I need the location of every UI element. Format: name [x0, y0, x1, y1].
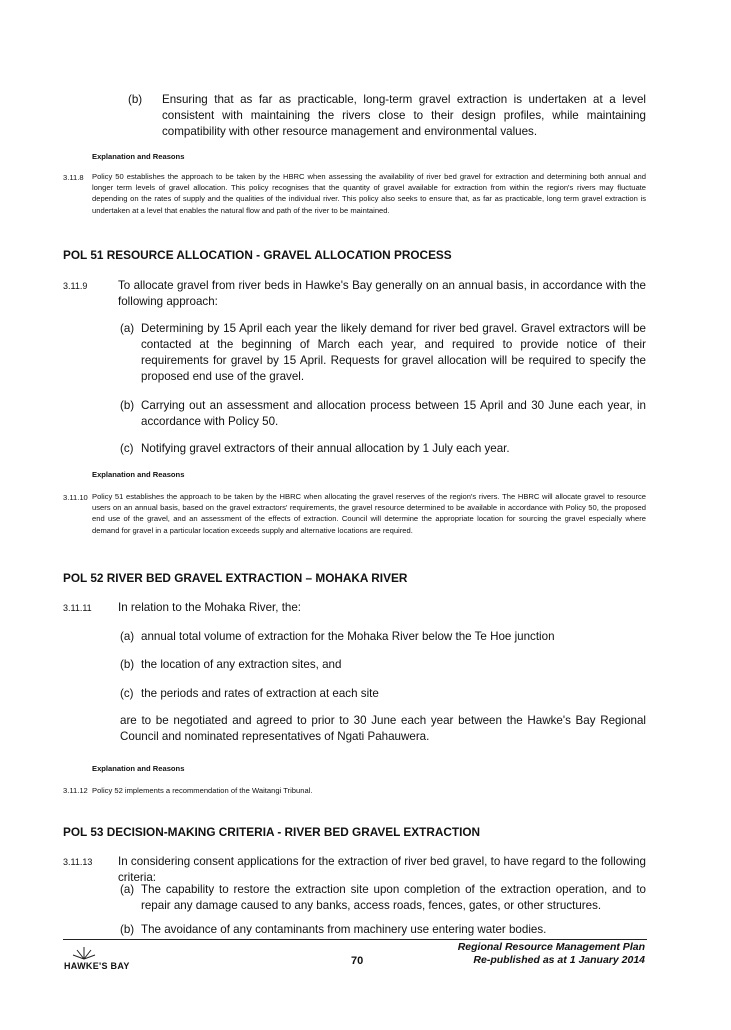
- list-item-text: the location of any extraction sites, and: [141, 658, 342, 671]
- explanation-heading: Explanation and Reasons: [92, 152, 185, 161]
- list-item-text: The capability to restore the extraction site upon completion of the extraction operation, and to repair any damage caused to any banks, access roads, fences, gates, or other structures.: [141, 883, 646, 912]
- list-item-label: (a): [120, 630, 135, 643]
- paragraph-number: 3.11.9: [63, 281, 88, 291]
- hawkes-bay-logo: [64, 943, 144, 977]
- explanation-heading: Explanation and Reasons: [92, 764, 185, 773]
- list-item-label: (c): [120, 442, 134, 455]
- explanation-text: Policy 51 establishes the approach to be taken by the HBRC when allocating the gravel reserves of the region's rivers. The HBRC will allocate gravel to resource users on an annual basis, based on the gravel extractors' requirements, the gravel resource determined to be available in accordance with Policy 50, the proposed end use of the gravel, and an assessment of the effects of extraction. Council will determine the appropriate location for sourcing the gravel especially where demand for gravel in a particular location exceeds supply and alternative locations are required.: [92, 492, 646, 535]
- list-item-label: (a): [120, 322, 135, 335]
- list-item-label: (b): [120, 923, 135, 936]
- explanation-text: Policy 52 implements a recommendation of the Waitangi Tribunal.: [92, 786, 313, 795]
- intro-item-label: (b): [128, 93, 143, 106]
- explanation-text: Policy 50 establishes the approach to be taken by the HBRC when assessing the availability of river bed gravel for extraction and determining both annual and longer term levels of gravel allocation. This policy recognises that the quantity of gravel available for extraction from within the region's rivers may fluctuate depending on the rates of supply and the qualities of the individual river. This policy also seeks to ensure that, as far as practicable, long term gravel extraction is undertaken at a level that enables the natural flow and path of the river to be maintained.: [92, 172, 646, 215]
- page-number: 70: [351, 955, 364, 967]
- logo-text: HAWKE'S BAY: [64, 961, 130, 971]
- list-item-text: Carrying out an assessment and allocation process between 15 April and 30 June each year, in accordance with Policy 50.: [141, 399, 646, 428]
- policy-text: In considering consent applications for the extraction of river bed gravel, to have regard to the following criteria:: [118, 855, 646, 884]
- paragraph-number: 3.11.8: [63, 173, 84, 182]
- intro-item-text: Ensuring that as far as practicable, long-term gravel extraction is undertaken at a level consistent with maintaining the rivers close to their design profiles, while maintaining compatibility with other resource management and environmental values.: [162, 93, 646, 138]
- paragraph-number: 3.11.10: [63, 493, 88, 502]
- footer-plan-title: [458, 941, 645, 967]
- sunburst-icon: [64, 943, 104, 961]
- explanation-heading: Explanation and Reasons: [92, 470, 185, 479]
- list-item-label: (b): [120, 658, 135, 671]
- plan-title: Regional Resource Management Plan: [457, 941, 645, 953]
- paragraph-number: 3.11.12: [63, 786, 88, 795]
- list-item-label: (b): [120, 399, 135, 412]
- paragraph-number: 3.11.13: [63, 857, 93, 867]
- paragraph-number: 3.11.11: [63, 603, 92, 613]
- list-item-text: annual total volume of extraction for the Mohaka River below the Te Hoe junction: [141, 630, 555, 643]
- policy-heading-pol51: POL 51 RESOURCE ALLOCATION - GRAVEL ALLOCATION PROCESS: [63, 248, 452, 262]
- policy-heading-pol52: POL 52 RIVER BED GRAVEL EXTRACTION – MOHAKA RIVER: [63, 571, 408, 585]
- footer-divider: [63, 939, 647, 940]
- list-item-label: (c): [120, 687, 134, 700]
- policy-text: In relation to the Mohaka River, the:: [118, 601, 302, 614]
- republished-date: Re-published as at 1 January 2014: [473, 954, 645, 966]
- list-item-text: the periods and rates of extraction at each site: [141, 687, 379, 700]
- policy-heading-pol53: POL 53 DECISION-MAKING CRITERIA - RIVER BED GRAVEL EXTRACTION: [63, 825, 481, 839]
- list-item-text: Determining by 15 April each year the likely demand for river bed gravel. Gravel extractors will be contacted at the beginning of March each year, and required to provide notice of their requirements for gravel by 15 April. Requests for gravel allocation will be required to specify the proposed end use of the gravel.: [141, 322, 646, 383]
- policy-closing-text: are to be negotiated and agreed to prior to 30 June each year between the Hawke's Bay Regional Council and nominated representatives of Ngati Pahauwera.: [120, 714, 646, 743]
- list-item-text: The avoidance of any contaminants from machinery use entering water bodies.: [141, 923, 547, 936]
- list-item-label: (a): [120, 883, 135, 896]
- list-item-text: Notifying gravel extractors of their annual allocation by 1 July each year.: [141, 442, 510, 455]
- policy-text: To allocate gravel from river beds in Hawke's Bay generally on an annual basis, in accordance with the following approach:: [118, 279, 646, 308]
